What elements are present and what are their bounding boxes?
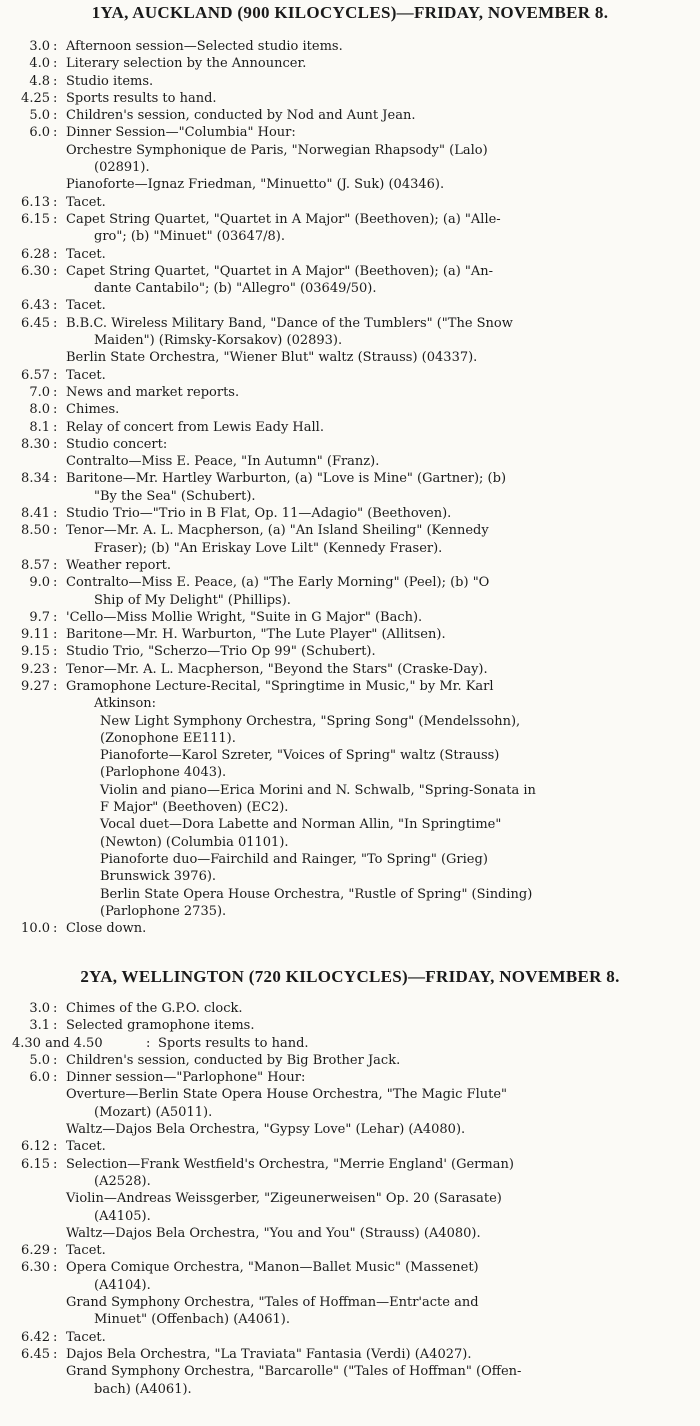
entry-text: Capet String Quartet, "Quartet in A Major" (Beethoven); (a) "Alle-: [66, 211, 501, 227]
time-separator: :: [53, 921, 58, 937]
schedule-entry: [0, 349, 690, 366]
schedule-entry: [0, 1069, 690, 1086]
time-separator: :: [53, 471, 58, 487]
entry-time: 5.0: [29, 1052, 50, 1068]
schedule-entry: [0, 1121, 690, 1138]
time-separator: :: [53, 315, 58, 331]
entry-time: 6.30: [21, 1260, 50, 1276]
schedule-entry: [0, 1017, 690, 1034]
time-separator: :: [53, 402, 58, 418]
schedule-entry: [0, 747, 690, 782]
entry-text: Selection—Frank Westfield's Orchestra, "Merrie England' (German): [66, 1156, 514, 1172]
schedule-entry: [0, 124, 690, 141]
entry-time: 8.0: [29, 402, 50, 418]
entry-text: Dinner session—"Parlophone" Hour:: [66, 1070, 306, 1086]
schedule-entry: [0, 1329, 690, 1346]
entry-time: 6.28: [21, 246, 50, 262]
entry-text: Tacet.: [66, 194, 106, 210]
entry-text: Berlin State Opera House Orchestra, "Rustle of Spring" (Sinding): [100, 886, 533, 902]
schedule-entry: [0, 661, 690, 678]
time-separator: :: [53, 506, 58, 522]
entry-time: 8.1: [29, 419, 50, 435]
schedule-entry: [0, 1346, 690, 1363]
entry-text: New Light Symphony Orchestra, "Spring Song" (Mendelssohn),: [100, 713, 521, 729]
entry-text: Children's session, conducted by Nod and Aunt Jean.: [66, 108, 416, 124]
time-separator: :: [53, 384, 58, 400]
entry-time: 9.23: [21, 661, 50, 677]
entry-text: Literary selection by the Announcer.: [66, 56, 307, 72]
schedule-entry: [0, 55, 690, 72]
time-separator: :: [53, 1156, 58, 1172]
entry-text: Grand Symphony Orchestra, "Barcarolle" ("Tales of Hoffman" (Offen-: [66, 1364, 522, 1380]
entry-time: 6.43: [21, 298, 50, 314]
schedule-entry: [0, 1138, 690, 1155]
entry-text: Gramophone Lecture-Recital, "Springtime in Music," by Mr. Karl: [66, 678, 494, 694]
time-separator: :: [53, 56, 58, 72]
entry-text-continuation: Brunswick 3976).: [100, 869, 217, 885]
entry-time: 6.45: [21, 1346, 50, 1362]
time-separator: :: [53, 367, 58, 383]
time-separator: :: [53, 1018, 58, 1034]
time-separator: :: [53, 246, 58, 262]
entry-text: Violin—Andreas Weissgerber, "Zigeunerweisen" Op. 20 (Sarasate): [66, 1191, 502, 1207]
entry-time: 6.0: [29, 125, 50, 141]
schedule-entry: [0, 419, 690, 436]
entry-time: 8.41: [21, 506, 50, 522]
entry-text: Capet String Quartet, "Quartet in A Major" (Beethoven); (a) "An-: [66, 263, 494, 279]
schedule-entry: [0, 142, 690, 177]
time-separator: :: [53, 627, 58, 643]
entry-time: 5.0: [29, 108, 50, 124]
schedule-entry: [0, 315, 690, 350]
schedule-entry: [0, 1259, 690, 1294]
schedule-entry: [0, 522, 690, 557]
entry-text-continuation: (Parlophone 2735).: [100, 903, 227, 919]
schedule-entry: [0, 367, 690, 384]
entry-text: Tacet.: [66, 1139, 106, 1155]
entry-time: 6.12: [21, 1139, 50, 1155]
time-separator: :: [53, 575, 58, 591]
time-separator: :: [53, 108, 58, 124]
entry-text: Orchestre Symphonique de Paris, "Norwegian Rhapsody" (Lalo): [66, 142, 488, 158]
entry-text: Baritone—Mr. H. Warburton, "The Lute Player" (Allitsen).: [66, 627, 446, 643]
entry-text: Chimes of the G.P.O. clock.: [66, 1001, 243, 1016]
entry-text-continuation: (02891).: [94, 160, 150, 176]
schedule-entry: [0, 886, 690, 921]
schedule-entry: [0, 263, 690, 298]
schedule-entry: [0, 1000, 690, 1017]
entry-time: 4.8: [29, 73, 50, 89]
schedule-entry: [0, 38, 690, 55]
entry-time: 3.0: [29, 39, 50, 54]
schedule-entry: [0, 1294, 690, 1329]
schedule-entry: [0, 73, 690, 90]
schedule-entry: [0, 574, 690, 609]
entry-text: Tacet.: [66, 367, 106, 383]
entry-text-continuation: (Parlophone 4043).: [100, 765, 227, 781]
entry-text-continuation: "By the Sea" (Schubert).: [94, 488, 256, 504]
entry-text: Waltz—Dajos Bela Orchestra, "You and You" (Strauss) (A4080).: [66, 1225, 481, 1241]
entry-text: Close down.: [66, 921, 147, 937]
entry-text-continuation: Fraser); (b) "An Eriskay Love Lilt" (Kennedy Fraser).: [94, 540, 443, 556]
entry-text: Children's session, conducted by Big Brother Jack.: [66, 1052, 401, 1068]
entry-text: Berlin State Orchestra, "Wiener Blut" waltz (Strauss) (04337).: [66, 350, 478, 366]
entry-text: Relay of concert from Lewis Eady Hall.: [66, 419, 324, 435]
schedule-2ya: [0, 1000, 690, 1398]
entry-text: 'Cello—Miss Mollie Wright, "Suite in G Major" (Bach).: [66, 609, 423, 625]
entry-time: 6.15: [21, 211, 50, 227]
schedule-entry: [0, 384, 690, 401]
entry-text: Tenor—Mr. A. L. Macpherson, "Beyond the Stars" (Craske-Day).: [66, 661, 488, 677]
schedule-entry: [0, 401, 690, 418]
time-separator: :: [53, 557, 58, 573]
time-separator: :: [53, 1139, 58, 1155]
entry-time: 6.42: [21, 1329, 50, 1345]
schedule-entry: [0, 1156, 690, 1191]
time-separator: :: [146, 1035, 151, 1051]
entry-text: Overture—Berlin State Opera House Orchestra, "The Magic Flute": [66, 1087, 508, 1103]
schedule-entry: [0, 1052, 690, 1069]
time-separator: :: [53, 644, 58, 660]
entry-text-continuation: F Major" (Beethoven) (EC2).: [100, 800, 289, 816]
entry-text: Tacet.: [66, 298, 106, 314]
entry-text: Contralto—Miss E. Peace, (a) "The Early Morning" (Peel); (b) "O: [66, 575, 490, 591]
schedule-entry: [0, 643, 690, 660]
entry-text: Pianoforte duo—Fairchild and Rainger, "To Spring" (Grieg): [100, 851, 488, 867]
entry-time: 6.0: [29, 1070, 50, 1086]
entry-text: Studio items.: [66, 73, 154, 89]
entry-time: 4.0: [29, 56, 50, 72]
entry-text: Selected gramophone items.: [66, 1018, 255, 1034]
entry-text: Weather report.: [66, 557, 172, 573]
entry-text: Sports results to hand.: [158, 1035, 309, 1051]
time-separator: :: [53, 1052, 58, 1068]
schedule-entry: [0, 470, 690, 505]
time-separator: :: [53, 1243, 58, 1259]
time-separator: :: [53, 263, 58, 279]
schedule-entry: [0, 297, 690, 314]
schedule-entry: [0, 816, 690, 851]
entry-text-continuation: bach) (A4061).: [94, 1381, 192, 1397]
schedule-entry: [0, 782, 690, 817]
entry-time: 9.11: [21, 627, 50, 643]
time-separator: :: [53, 1329, 58, 1345]
entry-text-continuation: (Newton) (Columbia 01101).: [100, 834, 289, 850]
entry-text: Sports results to hand.: [66, 90, 217, 106]
schedule-entry: [0, 505, 690, 522]
entry-time: 6.15: [21, 1156, 50, 1172]
time-separator: :: [53, 661, 58, 677]
schedule-entry: [0, 1190, 690, 1225]
entry-time: 6.45: [21, 315, 50, 331]
schedule-entry: [0, 246, 690, 263]
entry-text-continuation: (Mozart) (A5011).: [94, 1104, 213, 1120]
entry-text: Dinner Session—"Columbia" Hour:: [66, 125, 296, 141]
entry-text: News and market reports.: [66, 384, 240, 400]
entry-text: B.B.C. Wireless Military Band, "Dance of the Tumblers" ("The Snow: [66, 315, 513, 331]
schedule-entry: [0, 1242, 690, 1259]
entry-time: 8.30: [21, 436, 50, 452]
entry-text: Pianoforte—Ignaz Friedman, "Minuetto" (J. Suk) (04346).: [66, 177, 445, 193]
entry-text: Studio concert:: [66, 436, 168, 452]
schedule-entry: [0, 176, 690, 193]
entry-text: Pianoforte—Karol Szreter, "Voices of Spring" waltz (Strauss): [100, 748, 500, 764]
entry-text-continuation: (A4105).: [94, 1208, 151, 1224]
schedule-entry: [0, 1035, 690, 1052]
time-separator: :: [53, 1070, 58, 1086]
schedule-entry: [0, 626, 690, 643]
time-separator: :: [53, 298, 58, 314]
entry-time: 8.34: [21, 471, 50, 487]
schedule-entry: [0, 211, 690, 246]
entry-text-continuation: (Zonophone EE111).: [100, 730, 236, 746]
entry-text: Violin and piano—Erica Morini and N. Schwalb, "Spring-Sonata in: [100, 782, 536, 798]
entry-text: Chimes.: [66, 402, 120, 418]
time-separator: :: [53, 1260, 58, 1276]
time-separator: :: [53, 211, 58, 227]
schedule-entry: [0, 678, 690, 713]
entry-text-continuation: dante Cantabilo"; (b) "Allegro" (03649/50).: [94, 281, 377, 297]
entry-text-continuation: (A2528).: [94, 1173, 151, 1189]
schedule-1ya: [0, 38, 690, 937]
entry-time: 4.30 and 4.50: [12, 1035, 103, 1051]
entry-time: 8.57: [21, 557, 50, 573]
time-separator: :: [53, 1346, 58, 1362]
entry-text-continuation: Atkinson:: [94, 696, 157, 712]
entry-text: Vocal duet—Dora Labette and Norman Allin, "In Springtime": [100, 817, 502, 833]
entry-text-continuation: Minuet" (Offenbach) (A4061).: [94, 1312, 290, 1328]
schedule-entry: [0, 1363, 690, 1398]
schedule-entry: [0, 107, 690, 124]
time-separator: :: [53, 678, 58, 694]
schedule-entry: [0, 1225, 690, 1242]
schedule-entry: [0, 90, 690, 107]
time-separator: :: [53, 125, 58, 141]
entry-time: 7.0: [29, 384, 50, 400]
schedule-entry: [0, 920, 690, 937]
entry-text: Contralto—Miss E. Peace, "In Autumn" (Franz).: [66, 454, 380, 470]
entry-time: 6.13: [21, 194, 50, 210]
entry-text: Tacet.: [66, 246, 106, 262]
schedule-entry: [0, 453, 690, 470]
entry-text: Tacet.: [66, 1243, 106, 1259]
schedule-entry: [0, 609, 690, 626]
entry-text: Opera Comique Orchestra, "Manon—Ballet Music" (Massenet): [66, 1260, 479, 1276]
station-header-2ya: 2YA, WELLINGTON (720 KILOCYCLES)—FRIDAY, NOVEMBER 8.: [80, 967, 620, 986]
entry-text: Afternoon session—Selected studio items.: [66, 39, 343, 54]
schedule-entry: [0, 1086, 690, 1121]
entry-text: Studio Trio—"Trio in B Flat, Op. 11—Adagio" (Beethoven).: [66, 506, 452, 522]
time-separator: :: [53, 1001, 58, 1016]
entry-text: Dajos Bela Orchestra, "La Traviata" Fantasia (Verdi) (A4027).: [66, 1346, 472, 1362]
entry-time: 4.25: [21, 90, 50, 106]
entry-text: Tacet.: [66, 1329, 106, 1345]
entry-text: Grand Symphony Orchestra, "Tales of Hoffman—Entr'acte and: [66, 1295, 479, 1311]
entry-time: 3.1: [29, 1018, 50, 1034]
entry-text: Studio Trio, "Scherzo—Trio Op 99" (Schubert).: [66, 644, 376, 660]
time-separator: :: [53, 73, 58, 89]
time-separator: :: [53, 609, 58, 625]
entry-time: 6.29: [21, 1243, 50, 1259]
entry-text-continuation: Ship of My Delight" (Phillips).: [94, 592, 291, 608]
entry-time: 9.15: [21, 644, 50, 660]
entry-text: Waltz—Dajos Bela Orchestra, "Gypsy Love" (Lehar) (A4080).: [66, 1122, 466, 1138]
entry-time: 8.50: [21, 523, 50, 539]
entry-text-continuation: Maiden") (Rimsky-Korsakov) (02893).: [94, 333, 343, 349]
schedule-entry: [0, 194, 690, 211]
entry-text-continuation: gro"; (b) "Minuet" (03647/8).: [94, 229, 285, 245]
time-separator: :: [53, 436, 58, 452]
time-separator: :: [53, 194, 58, 210]
entry-text: Tenor—Mr. A. L. Macpherson, (a) "An Island Sheiling" (Kennedy: [66, 523, 489, 539]
time-separator: :: [53, 523, 58, 539]
schedule-entry: [0, 436, 690, 453]
entry-time: 9.0: [29, 575, 50, 591]
entry-text: Baritone—Mr. Hartley Warburton, (a) "Love is Mine" (Gartner); (b): [66, 471, 507, 487]
time-separator: :: [53, 90, 58, 106]
entry-time: 6.57: [21, 367, 50, 383]
time-separator: :: [53, 419, 58, 435]
station-header-1ya: 1YA, AUCKLAND (900 KILOCYCLES)—FRIDAY, NOVEMBER 8.: [91, 3, 609, 22]
entry-time: 3.0: [29, 1001, 50, 1016]
schedule-entry: [0, 557, 690, 574]
schedule-entry: [0, 851, 690, 886]
time-separator: :: [53, 39, 58, 54]
entry-time: 9.27: [21, 678, 50, 694]
entry-time: 6.30: [21, 263, 50, 279]
entry-time: 9.7: [29, 609, 50, 625]
schedule-entry: [0, 713, 690, 748]
entry-text-continuation: (A4104).: [94, 1277, 151, 1293]
entry-time: 10.0: [21, 921, 50, 937]
